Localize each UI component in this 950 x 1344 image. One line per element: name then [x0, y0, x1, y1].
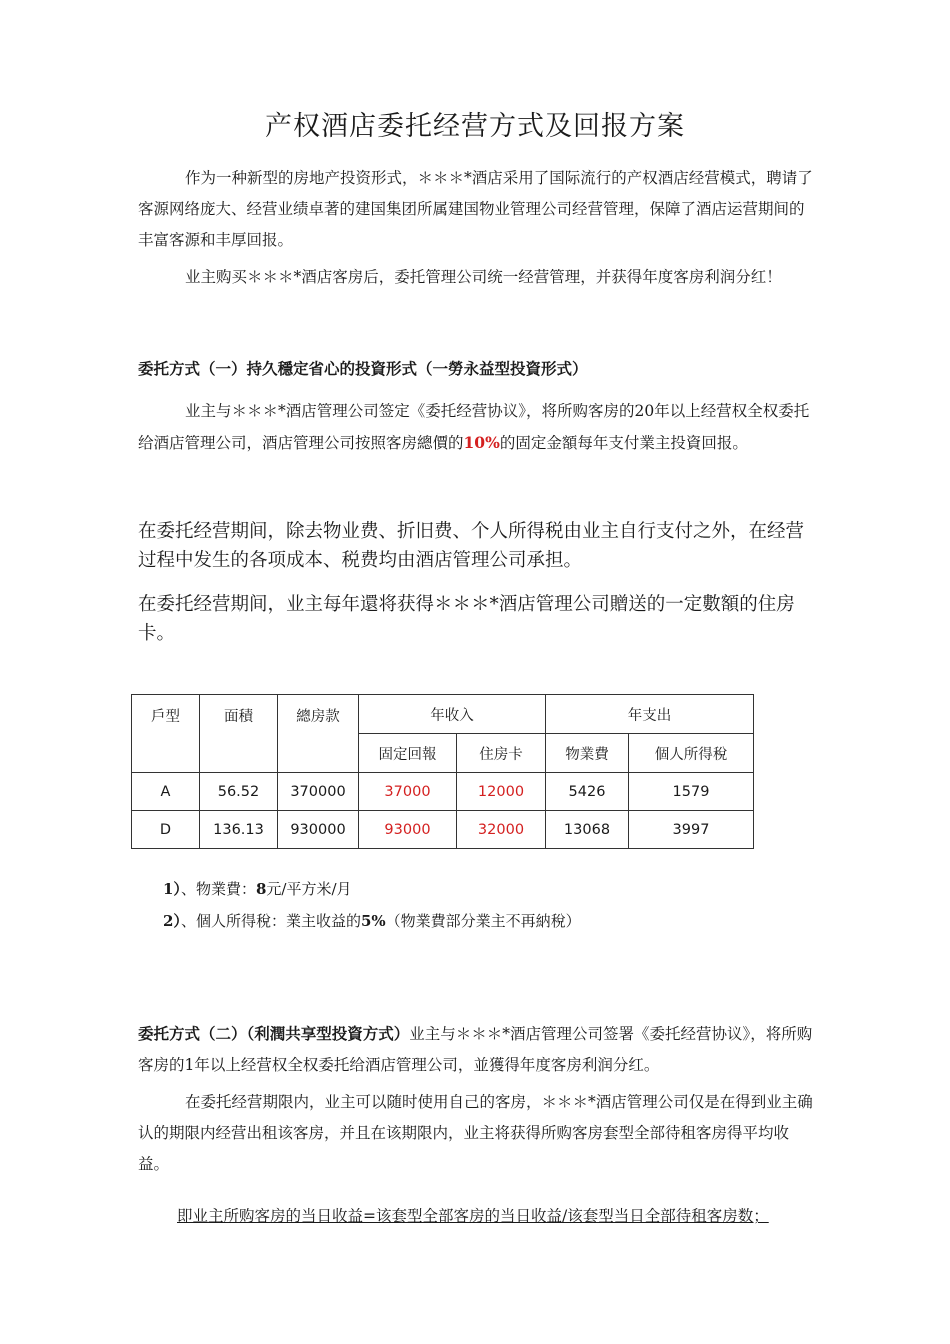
cell-income-tax: 3997 — [629, 811, 754, 849]
section-2-paragraph-2: 在委托经营期限内，业主可以随时使用自己的客房，＊＊＊*酒店管理公司仅是在得到业主确认的期限内经营出租该客房，并且在该期限内，业主将获得所购客房套型全部待租客房得平均收益。 — [138, 1093, 813, 1173]
header-property-fee: 物業費 — [546, 734, 629, 773]
cell-fixed-return: 37000 — [359, 773, 457, 811]
cell-total-price: 930000 — [278, 811, 359, 849]
table-header-row — [132, 695, 754, 734]
return-rate-highlight: 10% — [463, 433, 500, 452]
return-table — [131, 694, 754, 849]
note-property-fee — [163, 877, 352, 901]
intro-paragraph-2: 业主购买＊＊＊*酒店客房后，委托管理公司统一经营管理，并获得年度客房利润分红！ — [185, 268, 782, 286]
header-total-price: 總房款 — [278, 695, 359, 773]
header-unit-type: 戶型 — [132, 695, 200, 773]
section-1-paragraph-2: 在委托经营期间，除去物业费、折旧费、个人所得税由业主自行支付之外，在经营过程中发生的各项成本、税费均由酒店管理公司承担。 — [138, 521, 805, 571]
cell-room-card: 32000 — [457, 811, 546, 849]
cell-room-card: 12000 — [457, 773, 546, 811]
table-row — [132, 773, 754, 811]
note-2-tail: （物業費部分業主不再納稅） — [385, 912, 581, 930]
header-fixed-return: 固定回報 — [359, 734, 457, 773]
section-2-paragraph-1 — [138, 1019, 818, 1081]
header-annual-expense: 年支出 — [546, 695, 754, 734]
note-1-value: 8 — [255, 880, 267, 898]
section-1-p1-text: 业主与＊＊＊*酒店管理公司签定《委托经营协议》，将所购客房的20年以上经营权全权委托给酒店管理公司，酒店管理公司按照客房總價的 — [138, 402, 810, 452]
header-room-card: 住房卡 — [457, 734, 546, 773]
cell-fixed-return: 93000 — [359, 811, 457, 849]
section-1-paragraph-3: 在委托经营期间，业主每年還将获得＊＊＊*酒店管理公司贈送的一定數額的住房卡。 — [138, 594, 795, 644]
header-area: 面積 — [200, 695, 278, 773]
document-title: 产权酒店委托经营方式及回报方案 — [265, 111, 685, 142]
section-2-heading: 委托方式（二）（利潤共享型投資方式） — [138, 1025, 410, 1043]
note-1-number: 1） — [163, 880, 181, 898]
cell-property-fee: 13068 — [546, 811, 629, 849]
note-2-value: 5% — [360, 912, 386, 930]
note-1-unit: 元/平方米/月 — [266, 880, 352, 898]
cell-income-tax: 1579 — [629, 773, 754, 811]
section-1-heading: 委托方式（一）持久穩定省心的投資形式（一勞永益型投資形式） — [138, 360, 588, 378]
cell-unit-type: A — [132, 773, 200, 811]
cell-area: 56.52 — [200, 773, 278, 811]
cell-area: 136.13 — [200, 811, 278, 849]
section-2-p1-text: 业主与＊＊＊*酒店管理公司签署《委托经营协议》，将所购客房的1年以上经营权全权委托给酒店管理公司，並獲得年度客房利润分红。 — [138, 1025, 813, 1074]
header-income-tax: 個人所得稅 — [629, 734, 754, 773]
cell-unit-type: D — [132, 811, 200, 849]
note-2-label: 、個人所得稅：業主收益的 — [180, 912, 361, 930]
section-1-p1-tail: 的固定金額每年支付業主投資回报。 — [499, 434, 748, 452]
cell-property-fee: 5426 — [546, 773, 629, 811]
note-income-tax — [163, 909, 581, 933]
revenue-formula: 即业主所购客房的当日收益=该套型全部客房的当日收益/该套型当日全部待租客房数； — [177, 1207, 769, 1225]
header-annual-income: 年收入 — [359, 695, 546, 734]
cell-total-price: 370000 — [278, 773, 359, 811]
intro-paragraph-1: 作为一种新型的房地产投资形式，＊＊＊*酒店采用了国际流行的产权酒店经营模式，聘请了客源网络庞大、经营业绩卓著的建国集团所属建国物业管理公司经营管理，保障了酒店运营期间的丰富客源和丰厚回报。 — [138, 169, 813, 249]
note-1-label: 、物業費： — [180, 880, 256, 898]
table-row — [132, 811, 754, 849]
note-2-number: 2） — [163, 912, 181, 930]
section-1-paragraph-1 — [138, 396, 818, 459]
